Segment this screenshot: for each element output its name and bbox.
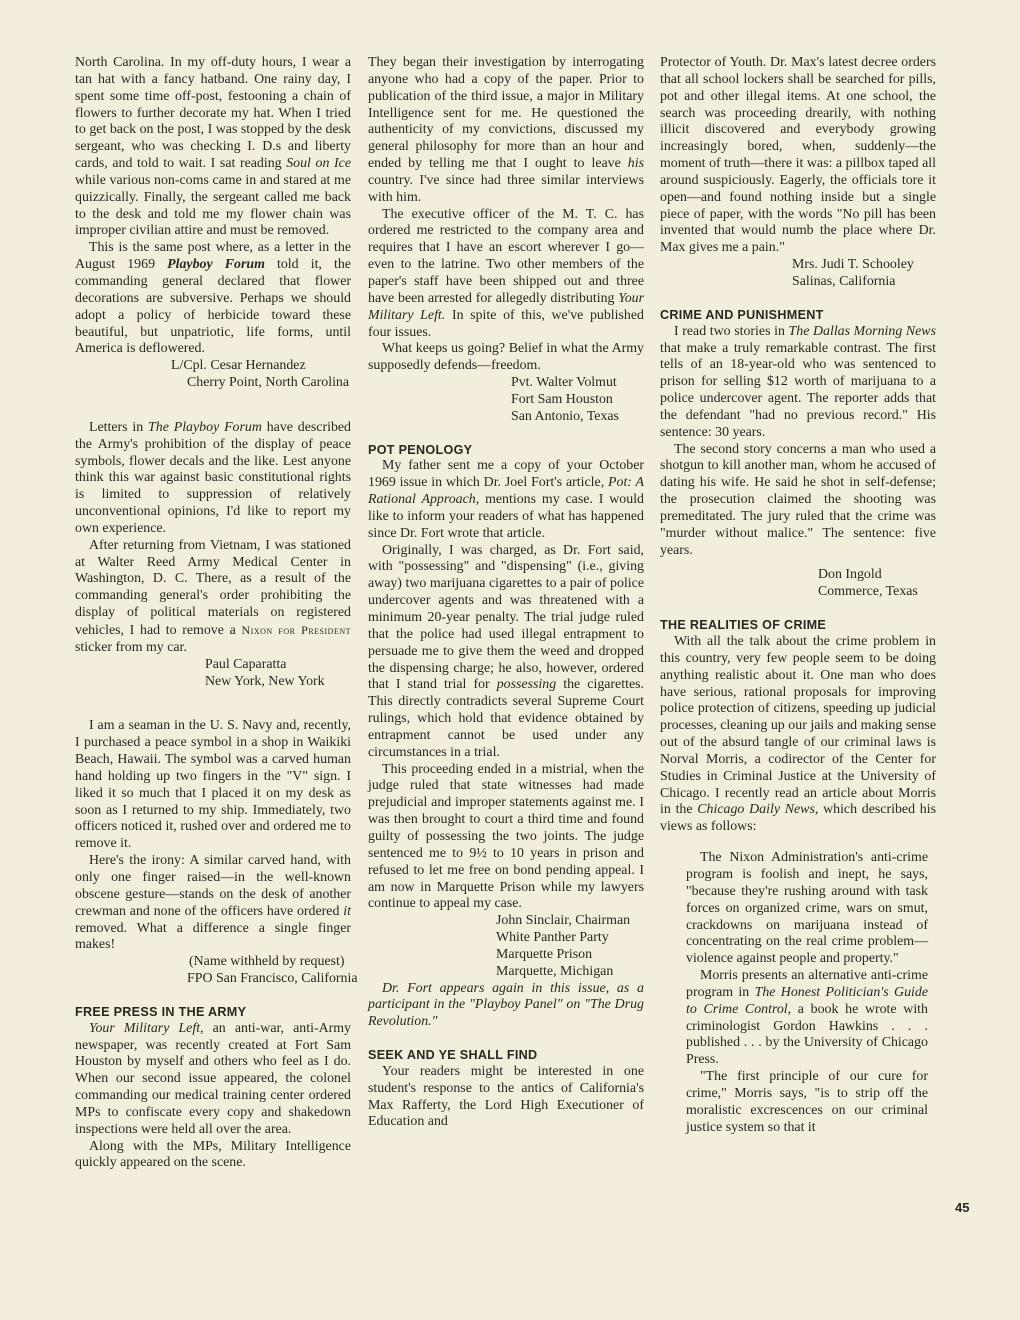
quote-paragraph: The Nixon Administration's anti-crime program is foolish and inept, he says, "because they're rushing around with task forces on organized crime, wars on smut, crackdowns on marijuana instead of concentrating on the real crime problem—violence against people and property." [686, 850, 928, 967]
signature-place: Cherry Point, North Carolina [187, 375, 350, 391]
letter-paragraph: Along with the MPs, Military Intelligence quickly appeared on the scene. [75, 1138, 351, 1171]
signature-place: New York, New York [205, 673, 325, 689]
editor-note: Dr. Fort appears again in this issue, as a participant in the "Playboy Panel" on "The Drug Revolution." [368, 980, 644, 1030]
letter-paragraph: The executive officer of the M. T. C. has ordered me restricted to the company area and requires that I have an escort wherever I go—even to the latrine. Two other members of the paper's staff have been shipped out and three have been arrested for allegedly distributing Your Military Left. In spite of this, we've published four issues. [368, 206, 644, 340]
letter-paragraph: I read two stories in The Dallas Morning News that make a truly remarkable contrast. The first tells of an 18-year-old who was sentenced to prison for selling $12 worth of marijuana to a police undercover agent. The reporter adds that the defendant "had no previous record." His sentence: 30 years. [660, 323, 936, 440]
signature-name: Paul Caparatta [205, 656, 287, 672]
letter-paragraph: Here's the irony: A similar carved hand, with only one finger raised—in the well-known obscene gesture—stands on the desk of another crewman and none of the officers have ordered it removed. What a difference a single finger makes! [75, 853, 351, 953]
signature-name: John Sinclair, Chairman [496, 913, 631, 929]
column-1 [75, 55, 358, 1172]
signature-name: Don Ingold [818, 567, 882, 583]
signature-name: (Name withheld by request) [189, 954, 345, 970]
quote-paragraph: "The first principle of our cure for crime," Morris says, "is to strip off the moralistic excrescences on our criminal justice system so that it [686, 1069, 928, 1135]
section-heading: THE REALITIES OF CRIME [660, 618, 827, 633]
signature-name: Mrs. Judi T. Schooley [792, 257, 914, 273]
letter-paragraph: This proceeding ended in a mistrial, when the judge ruled that state witnesses had made prejudicial and improper statements against me. I was then brought to court a third time and found guilty of possessing the two joints. The judge sentenced me to 9½ to 10 years in prison and refused to let me free on bond pending appeal. I am now in Marquette Prison while my lawyers continue to appeal my case. [368, 761, 644, 912]
signature-line: White Panther Party [496, 930, 609, 946]
signature-place: San Antonio, Texas [511, 408, 619, 424]
signature-place: Fort Sam Houston [511, 391, 613, 407]
signature-place: Salinas, California [792, 273, 896, 289]
letter-paragraph: Letters in The Playboy Forum have described the Army's prohibition of the display of peace symbols, flower decals and the like. Lest anyone think this war against basic constitutional rights is limited to suppression of relatively unconventional opinions, I'd like to report my own experience. [75, 419, 352, 536]
letter-paragraph: North Carolina. In my off-duty hours, I wear a tan hat with a fancy hatband. One rainy day, I spent some time off-post, festooning a chain of flowers to further decorate my hat. When I tried to get back on the post, I was stopped by the desk sergeant, who was checking I. D.s and liberty cards, and told to wait. I sat reading Soul on Ice while various non-coms came in and stared at me quizzically. Finally, the sergeant called me back to the desk and told me my flower chain was improper civilian attire and must be removed. [75, 55, 351, 239]
signature-place: FPO San Francisco, California [187, 971, 358, 987]
signature-place: Marquette, Michigan [496, 963, 614, 979]
letter-paragraph: Originally, I was charged, as Dr. Fort said, with "possessing" and "dispensing" (i.e., giving away) two marijuana cigarettes to a pair of police undercover agents and was threatened with a minimum 20-year penalty. The trial judge ruled that the police had used illegal entrapment to persuade me to give them the weed and dropped the dispensing charge; he also, however, ordered that I stand trial for possessing the cigarettes. This directly contradicts several Supreme Court rulings, which hold that evidence obtained by entrapment cannot be used under any circumstances in a trial. [368, 542, 644, 760]
signature-line: Marquette Prison [496, 946, 593, 962]
column-2 [368, 55, 644, 1131]
letter-paragraph: The second story concerns a man who used a shotgun to kill another man, whom he accused of dating his wife. He said he shot in self-defense; the prosecution claimed the shooting was premeditated. The jury ruled that the crime was "murder without malice." The sentence: five years. [660, 441, 936, 558]
letter-paragraph: After returning from Vietnam, I was stationed at Walter Reed Army Medical Center in Washington, D. C. There, as a result of the commanding general's order prohibiting the display of political materials on registered vehicles, I had to remove a Nixon for President sticker from my car. [75, 537, 351, 655]
column-3 [660, 55, 936, 1136]
letter-paragraph: I am a seaman in the U. S. Navy and, recently, I purchased a peace symbol in a shop in Waikiki Beach, Hawaii. The symbol was a carved human hand holding up two fingers in the "V" sign. I liked it so much that I placed it on my desk as soon as I returned to my ship. Immediately, two officers noticed it, rushed over and ordered me to remove it. [75, 718, 351, 852]
letter-paragraph: With all the talk about the crime problem in this country, very few people seem to be doing anything realistic about it. One man who does have serious, rational proposals for improving police protection of citizens, speeding up judicial processes, cleaning up our jails and making sense out of the absurd tangle of our criminal laws is Norval Morris, a codirector of the Center for Studies in Criminal Justice at the University of Chicago. I recently read an article about Morris in the Chicago Daily News, which described his views as follows: [660, 634, 936, 835]
section-heading: CRIME AND PUNISHMENT [660, 307, 824, 322]
page-number: 45 [955, 1200, 970, 1215]
signature-name: Pvt. Walter Volmut [511, 375, 617, 391]
signature-place: Commerce, Texas [818, 584, 918, 600]
block-quote [660, 850, 936, 1136]
letter-paragraph: Your Military Left, an anti-war, anti-Army newspaper, was recently created at Fort Sam Houston by myself and others who feel as I do. When our second issue appeared, the colonel commanding our medical training center ordered MPs to confiscate every copy and shakedown inspections were held all over the area. [75, 1020, 351, 1137]
section-heading: SEEK AND YE SHALL FIND [368, 1048, 538, 1063]
signature-name: L/Cpl. Cesar Hernandez [171, 358, 306, 374]
letter-paragraph: They began their investigation by interrogating anyone who had a copy of the paper. Prior to publication of the third issue, a major in Military Intelligence sent for me. He questioned the authenticity of my convictions, discussed my general philosophy for more than an hour and ended by telling me that I ought to leave his country. I've since had three similar interviews with him. [368, 55, 644, 205]
letter-paragraph: What keeps us going? Belief in what the Army supposedly defends—freedom. [368, 341, 644, 374]
letter-paragraph: This is the same post where, as a letter in the August 1969 Playboy Forum told it, the commanding general declared that flower decorations are subversive. Perhaps we should adopt a policy of herbicide toward these beautiful, but unpatriotic, life forms, until America is deflowered. [75, 240, 351, 357]
section-heading: POT PENOLOGY [368, 442, 473, 457]
quote-paragraph: Morris presents an alternative anti-crime program in The Honest Politician's Guide to Crime Control, a book he wrote with criminologist Gordon Hawkins . . . published . . . by the University of Chicago Press. [686, 968, 929, 1068]
letter-paragraph: My father sent me a copy of your October 1969 issue in which Dr. Joel Fort's article, Pot: A Rational Approach, mentions my case. I would like to inform your readers of what has happened since Dr. Fort wrote that article. [368, 458, 645, 541]
letter-paragraph: Your readers might be interested in one student's response to the antics of California's Max Rafferty, the Lord High Executioner of Education and [368, 1063, 644, 1130]
section-heading: FREE PRESS IN THE ARMY [75, 1004, 247, 1019]
letter-paragraph: Protector of Youth. Dr. Max's latest decree orders that all school lockers shall be searched for pills, pot and other illegal items. At one school, the search was proceeding drearily, with nothing illicit discovered and everybody growing increasingly bored, when, suddenly—the moment of truth—there it was: a pillbox taped all around suspiciously. Eagerly, the officials tore it open—and found nothing inside but a single piece of paper, with the words "No pill has been invented that would numb the place where Dr. Max gives me a pain." [660, 55, 936, 256]
